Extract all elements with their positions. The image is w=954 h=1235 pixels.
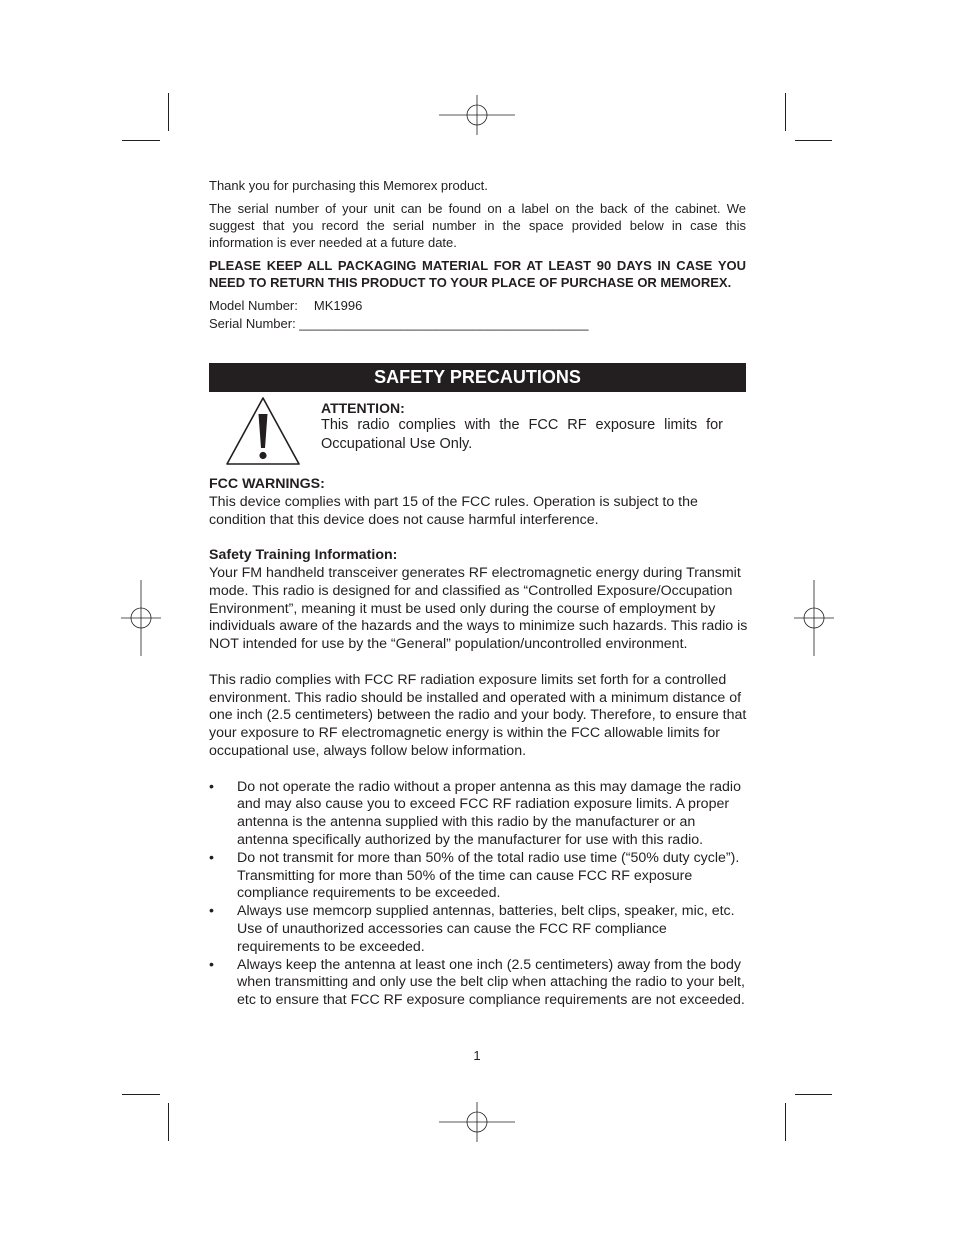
crop-mark — [122, 1094, 160, 1095]
intro-section — [209, 177, 746, 332]
bullet-icon: • — [209, 956, 214, 973]
safety-training-paragraph: Your FM handheld transceiver generates RF electromagnetic energy during Transmit mode. This radio is designed for and classified as “Controlled Exposure/Occupation Environment”, meaning it must be used only during the course of employment by individuals aware of the hazards and the ways to minimize such hazards. This radio is NOT intended for use by the “General” population/uncontrolled environment. — [209, 564, 748, 653]
crop-mark — [785, 93, 786, 131]
crop-mark — [795, 140, 832, 141]
exposure-limits-paragraph: This radio complies with FCC RF radiation exposure limits set forth for a controlled environment. This radio should be installed and operated with a minimum distance of one inch (2.5 centimeters) between the radio and your body. Therefore, to ensure that your exposure to RF electromagnetic energy is within the FCC allowable limits for occupational use, always follow below information. — [209, 671, 747, 759]
list-item: • Always use memcorp supplied antennas, batteries, belt clips, speaker, mic, etc. Use of unauthorized accessories can cause the FCC RF compliance requirements to be exceeded. — [209, 903, 735, 955]
crop-mark — [795, 1094, 832, 1095]
section-banner: SAFETY PRECAUTIONS — [209, 363, 746, 392]
attention-block — [321, 400, 723, 454]
registration-mark-icon — [439, 77, 515, 153]
serial-note-text: The serial number of your unit can be found on a label on the back of the cabinet. We suggest that you record the serial number in the space provided below in case this information is ever needed at a future date. — [209, 201, 746, 250]
packaging-warning: PLEASE KEEP ALL PACKAGING MATERIAL FOR AT LEAST 90 DAYS IN CASE YOU NEED TO RETURN THIS PRODUCT TO YOUR PLACE OF PURCHASE OR MEMOREX. — [209, 258, 746, 290]
crop-mark — [785, 1103, 786, 1141]
model-number-label: Model Number: — [209, 298, 298, 313]
list-item: • Do not transmit for more than 50% of the total radio use time (“50% duty cycle”). Transmitting for more than 50% of the time can cause FCC RF exposure compliance requirements to be exceeded. — [209, 849, 740, 902]
attention-title: ATTENTION: — [321, 400, 405, 416]
registration-mark-icon — [439, 1084, 515, 1160]
crop-mark — [122, 140, 160, 141]
serial-number-line: Serial Number: ________________________________________ — [209, 316, 589, 331]
body-section — [209, 476, 749, 1010]
model-number-value: MK1996 — [313, 298, 363, 313]
thank-you-text: Thank you for purchasing this Memorex product. — [209, 178, 488, 193]
registration-mark-icon — [776, 580, 852, 656]
bullet-icon: • — [209, 778, 214, 795]
page-number: 1 — [473, 1048, 481, 1063]
bullet-icon: • — [209, 849, 214, 866]
list-item: • Always keep the antenna at least one inch (2.5 centimeters) away from the body when transmitting and only use the belt clip when attaching the radio to your belt, etc to ensure that FCC RF exposure compliance requirements are not exceeded. — [209, 956, 745, 1009]
bullet-icon: • — [209, 903, 214, 920]
model-number-line — [209, 297, 746, 314]
attention-body: This radio complies with the FCC RF exposure limits for Occupational Use Only. — [321, 417, 723, 452]
fcc-warnings-body: This device complies with part 15 of the FCC rules. Operation is subject to the condition that this device does not cause harmful interference. — [209, 493, 698, 528]
safety-training-heading: Safety Training Information: — [209, 547, 398, 564]
fcc-warnings-heading: FCC WARNINGS: — [209, 476, 325, 492]
crop-mark — [168, 93, 169, 131]
registration-mark-icon — [103, 580, 179, 656]
warning-triangle-icon — [225, 396, 301, 466]
safety-bullet-list — [209, 779, 749, 1010]
crop-mark — [168, 1103, 169, 1141]
list-item: • Do not operate the radio without a proper antenna as this may damage the radio and may also cause you to exceed FCC RF radiation exposure limits. A proper antenna is the antenna supplied with this radio by the manufacturer or an antenna specifically authorized by the manufacturer for use with this radio. — [209, 778, 741, 848]
